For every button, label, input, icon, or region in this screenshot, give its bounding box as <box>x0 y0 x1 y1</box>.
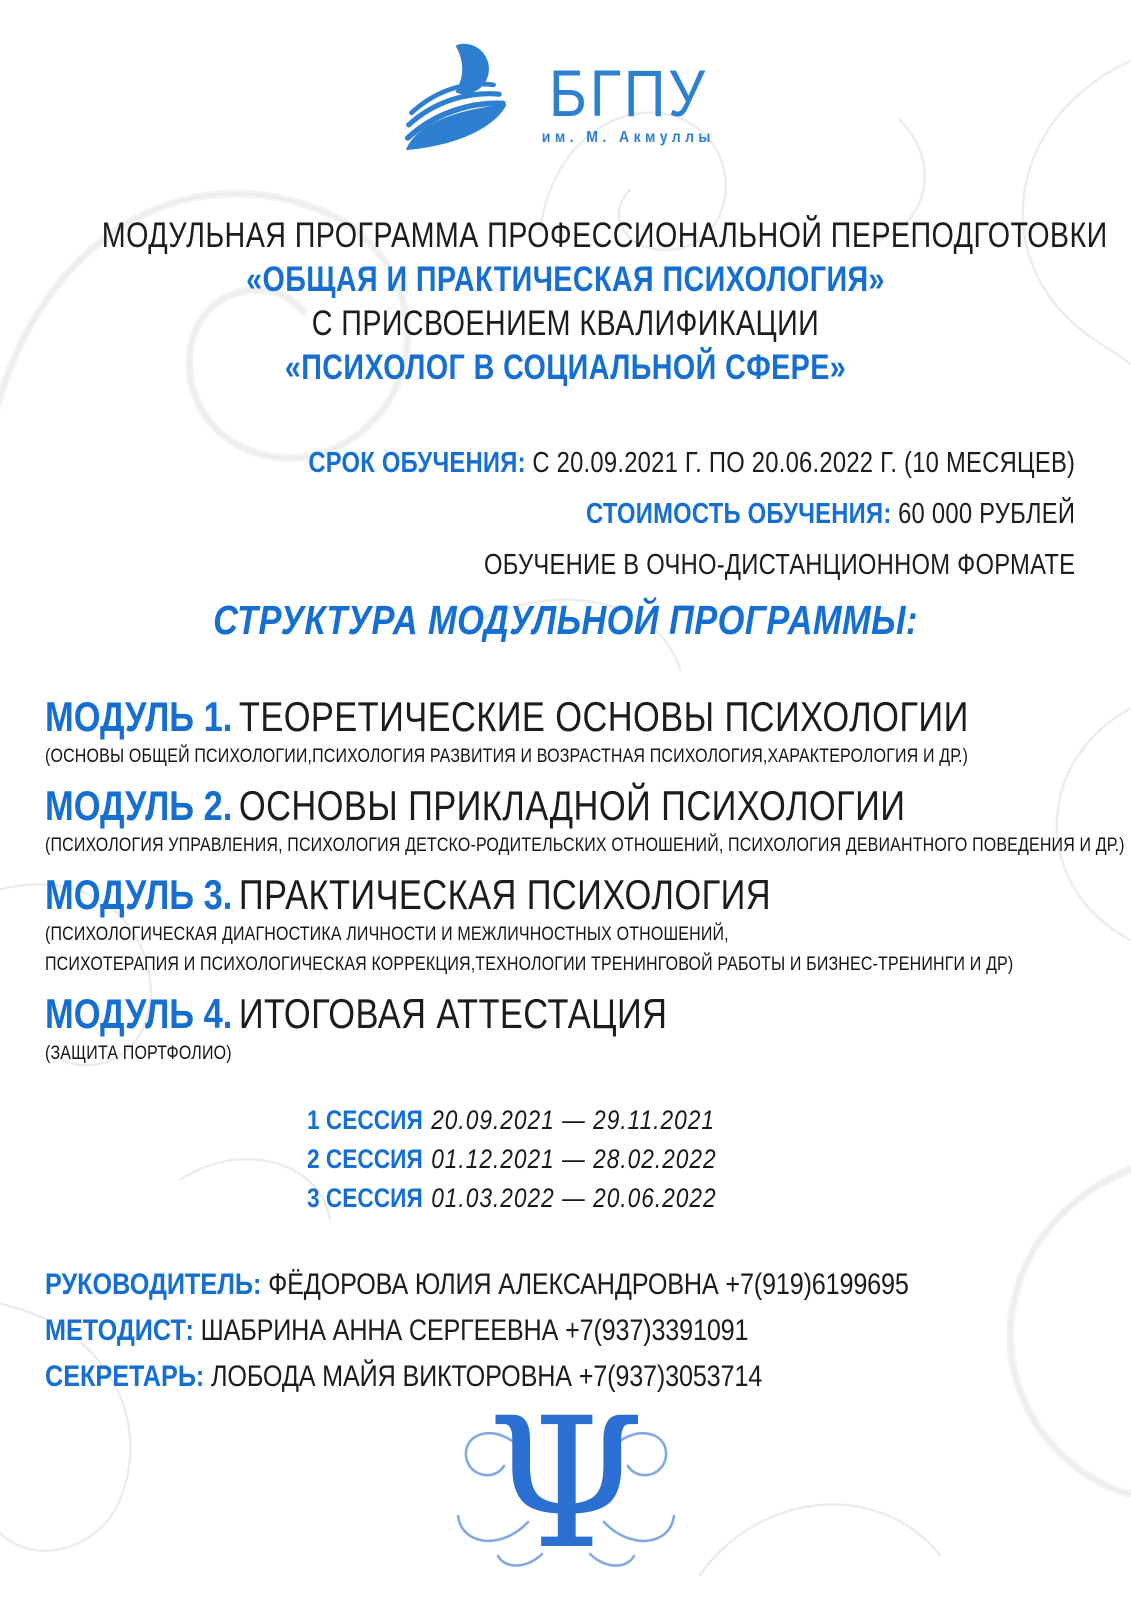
program-title-line-1: МОДУЛЬНАЯ ПРОГРАММА ПРОФЕССИОНАЛЬНОЙ ПЕРЕПОДГОТОВКИ <box>101 216 1108 255</box>
module-2-title: ОСНОВЫ ПРИКЛАДНОЙ ПСИХОЛОГИИ <box>238 782 906 829</box>
duration-label: СРОК ОБУЧЕНИЯ: <box>308 447 526 479</box>
cost-line <box>308 489 1075 540</box>
secretary-value: ЛОБОДА МАЙЯ ВИКТОРОВНА +7(937)3053714 <box>211 1360 763 1393</box>
contact-row-head <box>45 1262 909 1308</box>
module-4-heading <box>45 991 1078 1037</box>
methodist-label: МЕТОДИСТ: <box>45 1314 194 1347</box>
footer-ornament <box>0 1388 1131 1578</box>
session-2-label: 2 СЕССИЯ <box>307 1144 423 1174</box>
module-1-title: ТЕОРЕТИЧЕСКИЕ ОСНОВЫ ПСИХОЛОГИИ <box>238 693 969 740</box>
psi-symbol-glyph: Ψ <box>486 1388 645 1578</box>
psi-symbol-icon <box>416 1388 716 1578</box>
session-1-label: 1 СЕССИЯ <box>307 1105 423 1135</box>
secretary-label: СЕКРЕТАРЬ: <box>45 1360 205 1393</box>
head-label: РУКОВОДИТЕЛЬ: <box>45 1268 262 1301</box>
program-info <box>308 438 1075 591</box>
program-title <box>101 214 1108 390</box>
module-4 <box>45 991 1078 1067</box>
logo-text <box>542 40 715 147</box>
module-4-title: ИТОГОВАЯ АТТЕСТАЦИЯ <box>238 990 668 1037</box>
format-note: ОБУЧЕНИЕ В ОЧНО-ДИСТАНЦИОННОМ ФОРМАТЕ <box>483 549 1075 581</box>
module-2-details: (ПСИХОЛОГИЯ УПРАВЛЕНИЯ, ПСИХОЛОГИЯ ДЕТСКО-РОДИТЕЛЬСКИХ ОТНОШЕНИЙ, ПСИХОЛОГИЯ ДЕВИАНТНОГО ПОВЕДЕНИЯ И ДР.) <box>45 834 1125 856</box>
module-4-label: МОДУЛЬ 4. <box>45 990 233 1037</box>
cost-label: СТОИМОСТЬ ОБУЧЕНИЯ: <box>585 498 892 530</box>
module-1-details: (ОСНОВЫ ОБЩЕЙ ПСИХОЛОГИИ,ПСИХОЛОГИЯ РАЗВИТИЯ И ВОЗРАСТНАЯ ПСИХОЛОГИЯ,ХАРАКТЕРОЛОГИЯ И ДР.) <box>45 745 969 767</box>
sessions-list <box>307 1101 717 1218</box>
format-line <box>308 540 1075 591</box>
duration-value: С 20.09.2021 Г. ПО 20.06.2022 Г. (10 МЕСЯЦЕВ) <box>532 447 1075 479</box>
contacts-list <box>45 1262 909 1400</box>
methodist-value: ШАБРИНА АННА СЕРГЕЕВНА +7(937)3391091 <box>200 1314 749 1347</box>
module-2-label: МОДУЛЬ 2. <box>45 782 233 829</box>
session-1-dates: 20.09.2021 — 29.11.2021 <box>431 1105 716 1135</box>
session-3-dates: 01.03.2022 — 20.06.2022 <box>431 1183 717 1213</box>
session-row-1 <box>307 1101 717 1140</box>
program-title-line-4: «ПСИХОЛОГ В СОЦИАЛЬНОЙ СФЕРЕ» <box>284 348 847 387</box>
cost-value: 60 000 РУБЛЕЙ <box>897 498 1075 530</box>
module-1 <box>45 694 1078 770</box>
module-1-heading <box>45 694 1078 740</box>
module-2-heading <box>45 783 1078 829</box>
module-3-heading <box>45 872 1078 918</box>
duration-line <box>308 438 1075 489</box>
modules-list <box>45 693 1125 1080</box>
session-row-3 <box>307 1179 717 1218</box>
logo-acronym: БГПУ <box>549 56 708 130</box>
module-3-title: ПРАКТИЧЕСКАЯ ПСИХОЛОГИЯ <box>238 871 772 918</box>
logo-subtitle: им. М. Акмуллы <box>541 129 716 146</box>
module-3 <box>45 872 1078 978</box>
contact-row-methodist <box>45 1308 909 1354</box>
module-4-details: (ЗАЩИТА ПОРТФОЛИО) <box>45 1042 232 1064</box>
bgpu-bird-logo-icon <box>404 40 516 152</box>
session-3-label: 3 СЕССИЯ <box>307 1183 423 1213</box>
session-2-dates: 01.12.2021 — 28.02.2022 <box>431 1144 717 1174</box>
module-3-details-line-1: (ПСИХОЛОГИЧЕСКАЯ ДИАГНОСТИКА ЛИЧНОСТИ И МЕЖЛИЧНОСТНЫХ ОТНОШЕНИЙ, <box>45 923 729 945</box>
module-1-label: МОДУЛЬ 1. <box>45 693 233 740</box>
module-3-details-line-2: ПСИХОТЕРАПИЯ И ПСИХОЛОГИЧЕСКАЯ КОРРЕКЦИЯ,ТЕХНОЛОГИИ ТРЕНИНГОВОЙ РАБОТЫ И БИЗНЕС-ТРЕНИНГИ И ДР) <box>45 953 1014 975</box>
head-value: ФЁДОРОВА ЮЛИЯ АЛЕКСАНДРОВНА +7(919)6199695 <box>268 1268 909 1301</box>
program-title-line-3: С ПРИСВОЕНИЕМ КВАЛИФИКАЦИИ <box>311 304 820 343</box>
structure-heading: СТРУКТУРА МОДУЛЬНОЙ ПРОГРАММЫ: <box>213 597 918 643</box>
university-logo <box>0 40 1131 152</box>
module-3-label: МОДУЛЬ 3. <box>45 871 233 918</box>
program-title-line-2: «ОБЩАЯ И ПРАКТИЧЕСКАЯ ПСИХОЛОГИЯ» <box>246 260 885 299</box>
session-row-2 <box>307 1140 717 1179</box>
module-2 <box>45 782 1125 859</box>
